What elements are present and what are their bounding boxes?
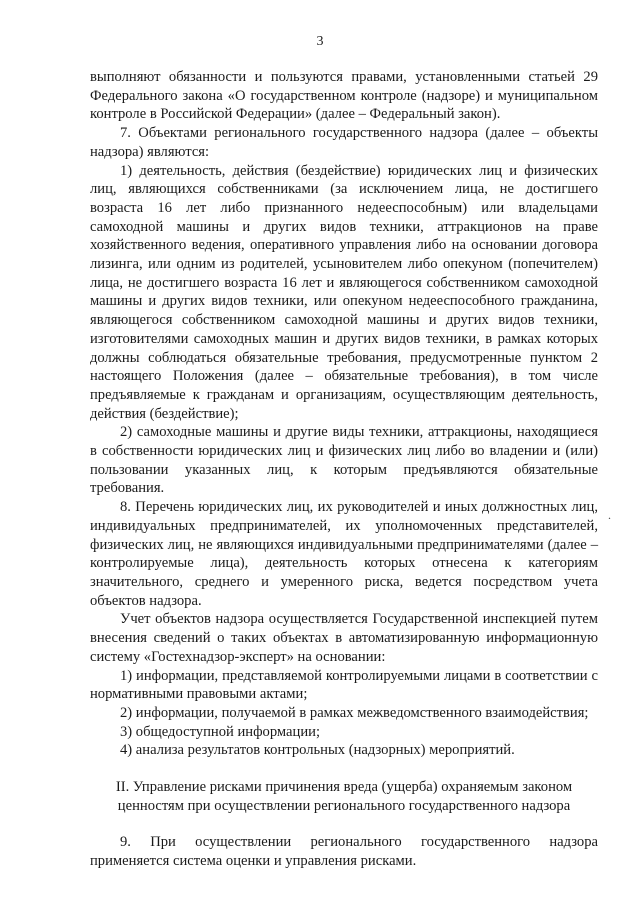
page-number: 3 bbox=[316, 34, 324, 49]
paragraph-continuation: выполняют обязанности и пользуются правами, установленными статьей 29 Федерального закона «О государственном контроле (надзоре) и муниципальном контроле в Российской Федерации» (далее – Федеральный закон). bbox=[90, 69, 598, 123]
paragraph-accounting: Учет объектов надзора осуществляется Государственной инспекцией путем внесения сведений о таких объектах в автоматизированную информационную систему «Гостехнадзор-эксперт» на основании: bbox=[90, 611, 598, 665]
paragraph-basis-1: 1) информации, представляемой контролируемыми лицами в соответствии с нормативными правовыми актами; bbox=[90, 667, 598, 703]
section-title: II. Управление рисками причинения вреда (ущерба) охраняемым законом ценностям при осуществлении регионального государственного надзора bbox=[115, 779, 573, 814]
paragraph-item-9: 9. При осуществлении регионального государственного надзора применяется система оценки и управления рисками. bbox=[90, 834, 598, 870]
stray-mark: . bbox=[608, 508, 611, 522]
paragraph-item-8: 8. Перечень юридических лиц, их руководителей и иных должностных лиц, индивидуальных предпринимателей, их уполномоченных представителей, физических лиц, не являющихся индивидуальными предпринимателями (далее – контролируемые лица), деятельность которых отнесена к категориям значительного, среднего и умеренного риска, ведется посредством учета объектов надзора. bbox=[90, 499, 598, 609]
paragraph-basis-3: 3) общедоступной информации; bbox=[120, 723, 321, 740]
paragraph-item-7: 7. Объектами регионального государственного надзора (далее – объекты надзора) являются: bbox=[90, 125, 598, 160]
paragraph-subitem-7-1: 1) деятельность, действия (бездействие) юридических лиц и физических лиц, являющихся собственниками (за исключением лица, не достигшего возраста 16 лет либо признанного недееспособным) или владельцами самоходной машины и других видов техники, аттракционов на праве хозяйственного ведения, оперативного управления либо на основании договора лизинга, или одним из родителей, усыновителем либо опекуном (попечителем) лица, не достигшего возраста 16 лет и являющегося собственником самоходной машины и других видов техники, или опекуном недееспособного гражданина, являющегося собственником самоходной машины и других видов техники, изготовителями самоходных машин и других видов техники, в рамках которых должны соблюдаться обязательные требования, предусмотренные пунктом 2 настоящего Положения (далее – обязательные требования), в том числе предъявляемые к гражданам и организациям, осуществляющим деятельность, действия (бездействие); bbox=[90, 162, 598, 422]
paragraph-basis-4: 4) анализа результатов контрольных (надзорных) мероприятий. bbox=[120, 742, 515, 759]
document-body bbox=[90, 68, 598, 871]
paragraph-basis-2: 2) информации, получаемой в рамках межведомственного взаимодействия; bbox=[120, 704, 589, 721]
paragraph-subitem-7-2: 2) самоходные машины и другие виды техники, аттракционы, находящиеся в собственности юридических лиц и физических лиц либо во владении и (или) пользовании указанных лиц, к которым предъявляются обязательные требования. bbox=[90, 424, 598, 497]
